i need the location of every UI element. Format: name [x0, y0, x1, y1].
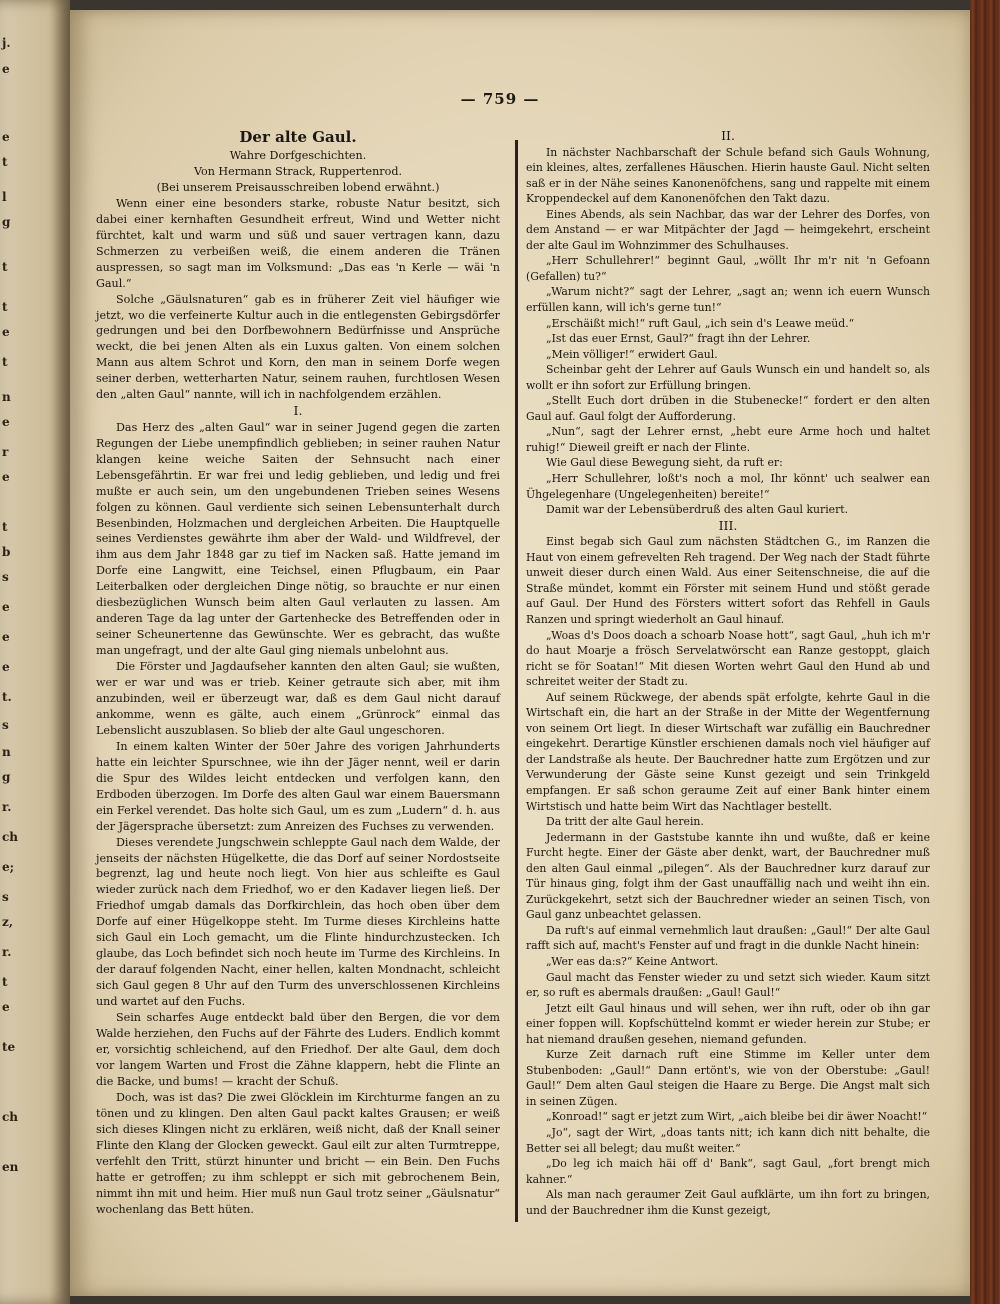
book-cover-edge [970, 0, 1000, 1304]
paragraph: Wie Gaul diese Bewegung sieht, da ruft er: [546, 456, 783, 470]
margin-fragment: t. [2, 690, 12, 704]
paragraph: Einst begab sich Gaul zum nächsten Städtchen G., im Ranzen die Haut von einem gefrevelten Reh tragend. Der Weg nach der Stadt führte unweit dieser durch einen Wald. Aus einer Seitenschneise, die auf die Straße mündet, kommt ein Förster mit seinem Hund und stößt gerade auf Gaul. Der Hund des Försters wittert sofort das Rehfell in Gauls Ranzen und springt wiederholt an Gaul hinauf. [526, 535, 930, 626]
margin-fragment: t [2, 155, 8, 169]
margin-fragment: g [2, 215, 11, 229]
margin-fragment: t [2, 975, 8, 989]
margin-fragment: ch [2, 830, 19, 844]
margin-fragment: en [2, 1160, 19, 1174]
margin-fragment: j. [2, 36, 11, 50]
paragraph: „Herr Schullehrer, loßt's noch a mol, Ihr könnt' uch sealwer ean Ühgelegenhare (Ungelegenheiten) bereite!“ [526, 472, 930, 501]
margin-fragment: n [2, 745, 11, 759]
paragraph: „Konroad!“ sagt er jetzt zum Wirt, „aich bleibe bei dir äwer Noacht!“ [546, 1110, 928, 1124]
margin-fragment: r. [2, 800, 12, 814]
paragraph: „Stellt Euch dort drüben in die Stubenecke!“ fordert er den alten Gaul auf. Gaul folgt der Aufforderung. [526, 394, 930, 423]
paragraph: In einem kalten Winter der 50er Jahre des vorigen Jahrhunderts hatte ein leichter Spurschnee, wie ihn der Jäger nennt, weil er darin die Spur des Wildes leicht entdecken und verfolgen kann, den Erdboden überzogen. Im Dorfe des alten Gaul war einem Bauersmann ein Ferkel verendet. Das holte sich Gaul, um es zum „Ludern“ d. h. aus der Jägersprache übersetzt: zum Anreizen des Fuchses zu verwenden. [96, 739, 500, 833]
paragraph: „Erschäißt mich!“ ruft Gaul, „ich sein d's Leawe meüd.“ [546, 316, 855, 330]
intro-paragraphs [96, 196, 500, 403]
paragraph: Dieses verendete Jungschwein schleppte Gaul nach dem Walde, der jenseits der nächsten Hügelkette, die das Dorf auf seiner Nordostseite begrenzt, lag und heute noch liegt. Von hier aus schleifte es Gaul wieder zurück nach dem Friedhof, wo er den Kadaver liegen ließ. Der Friedhof umgab damals das Dorfkirchlein, das hoch oben über dem Dorfe auf einer Hügelkoppe steht. Im Turme dieses Kirchleins hatte sich Gaul ein Loch gemacht, um die Flinte hindurchzustecken. Ich glaube, das Loch befindet sich noch heute im Turme des Kirchleins. In der darauf folgenden Nacht, einer hellen, kalten Mondnacht, schleicht sich Gaul gegen 8 Uhr auf den Turm des unverschlossenen Kirchleins und wartet auf den Fuchs. [96, 835, 500, 1009]
article-subtitle: Wahre Dorfgeschichten. [229, 149, 367, 162]
margin-fragment: t [2, 520, 8, 534]
paragraph: „Mein völliger!“ erwidert Gaul. [546, 347, 718, 361]
margin-fragment: te [2, 1040, 16, 1054]
paragraph: Doch, was ist das? Die zwei Glöcklein im Kirchturme fangen an zu tönen und zu klingen. Den alten Gaul packt kaltes Grausen; er weiß sich dieses Klingen nicht zu erklären, weiß nicht, daß der Knall seiner Flinte den Klang der Glocken geweckt. Gaul eilt zur alten Turmtreppe, verfehlt den Tritt, stürzt hinunter und bricht — ein Bein. Den Fuchs hatte er getroffen; zu ihm schleppt er sich mit gebrochenem Bein, nimmt ihn mit und heim. Hier muß nun Gaul trotz seiner „Gäulsnatur“ wochenlang das Bett hüten. [96, 1090, 500, 1216]
paragraph: Die Förster und Jagdaufseher kannten den alten Gaul; sie wußten, wer er war und was er trieb. Keiner getraute sich aber, mit ihm anzubinden, weil er überzeugt war, daß es dem Gaul nicht darauf ankomme, wenn es gälte, auch einem „Grünrock“ einmal das Lebenslicht auszublasen. So blieb der alte Gaul ungeschoren. [96, 660, 500, 737]
paragraph: Kurze Zeit darnach ruft eine Stimme im Keller unter dem Stubenboden: „Gaul!“ Dann ertönt's, wie von der Oberstube: „Gaul! Gaul!“ Dem alten Gaul steigen die Haare zu Berge. Die Angst malt sich in seinen Zügen. [526, 1048, 930, 1108]
margin-fragment: n [2, 390, 11, 404]
paragraph: Wenn einer eine besonders starke, robuste Natur besitzt, sich dabei einer kernhaften Gesundheit erfreut, Wind und Wetter nicht fürchtet, kalt und warm und süß und sauer vertragen kann, dazu Schmerzen zu verbeißen weiß, die einem anderen die Tränen auspressen, so sagt man im Volksmund: „Das eas 'n Kerle — wäi 'n Gaul.“ [96, 196, 500, 290]
margin-fragment: t [2, 355, 8, 369]
paragraph: In nächster Nachbarschaft der Schule befand sich Gauls Wohnung, ein kleines, altes, zerfallenes Häuschen. Hierin hauste Gaul. Nicht selten saß er in der Nähe seines Kanonenöfchens, sang und rappelte mit einem Kroppendeckel auf dem Kanonenöfchen den Takt dazu. [526, 145, 930, 206]
paragraph: „Woas d's Doos doach a schoarb Noase hott“, sagt Gaul, „huh ich m'r do haut Moarje a frösch Servelatwörscht ean Ranze gestoppt, glaich richt se för Soatan!“ Mit diesen Worten wehrt Gaul den Hund ab und schreitet weiter der Stadt zu. [526, 628, 930, 689]
margin-fragment: g [2, 770, 11, 784]
margin-fragment: e [2, 660, 10, 674]
article-title: Der alte Gaul. [239, 128, 357, 146]
left-column [96, 128, 500, 1217]
paragraph: „Wer eas da:s?“ Keine Antwort. [546, 954, 719, 968]
paragraph: „Jo“, sagt der Wirt, „doas tants nitt; ich kann dich nitt behalte, die Better sei all belegt; dau mußt weiter.“ [526, 1126, 930, 1155]
section-heading-2: II. [721, 128, 735, 143]
paragraph: „Do leg ich maich häi off d' Bank“, sagt Gaul, „fort brengt mich kahner.“ [526, 1157, 930, 1186]
margin-fragment: e [2, 130, 10, 144]
paragraph: „Herr Schullehrer!“ beginnt Gaul, „wöllt Ihr m'r nit 'n Gefoann (Gefallen) tu?“ [526, 254, 930, 283]
section-2-paragraphs [526, 145, 930, 518]
paragraph: „Warum nicht?“ sagt der Lehrer, „sagt an; wenn ich euern Wunsch erfüllen kann, will ich's gerne tun!“ [526, 285, 930, 315]
paragraph: „Nun“, sagt der Lehrer ernst, „hebt eure Arme hoch und haltet ruhig!“ Dieweil greift er nach der Flinte. [526, 425, 930, 454]
paragraph: Damit war der Lebensüberdruß des alten Gaul kuriert. [546, 503, 849, 517]
margin-fragment: t [2, 260, 8, 274]
paragraph: Sein scharfes Auge entdeckt bald über den Bergen, die vor dem Walde herziehen, den Fuchs auf der Fährte des Luders. Endlich kommt er, vorsichtig schleichend, auf den Friedhof. Der alte Gaul, dem doch vor langem Warten und Frost die Zähne klappern, hebt die Flinte an die Backe, und bums! — kracht der Schuß. [96, 1011, 500, 1088]
article-note: (Bei unserem Preisausschreiben lobend erwähnt.) [156, 180, 440, 194]
margin-fragment: e [2, 62, 10, 76]
paragraph: Da ruft's auf einmal vernehmlich laut draußen: „Gaul!“ Der alte Gaul rafft sich auf, macht's Fenster auf und fragt in die dunkle Nacht hinein: [526, 923, 930, 953]
margin-fragment: e [2, 470, 10, 484]
margin-fragment: r. [2, 945, 12, 959]
margin-fragment: e [2, 600, 10, 614]
paragraph: Eines Abends, als sein Nachbar, das war der Lehrer des Dorfes, von dem Anstand — er war Mitpächter der Jagd — heimgekehrt, erscheint der alte Gaul im Wohnzimmer des Schulhauses. [526, 207, 930, 252]
paragraph: Solche „Gäulsnaturen“ gab es in früherer Zeit viel häufiger wie jetzt, wo die verfeinerte Kultur auch in die entlegensten Gebirgsdörfer gedrungen und bei den Dorfbewohnern Bedürfnisse und Ansprüche weckt, die bei jenen Alten als ein Luxus galten. Von einem solchen Mann aus altem Schrot und Korn, den man in seinem Dorfe wegen seiner derben, wetterharten Natur, seinem rauhen, furchtlosen Wesen den „alten Gaul“ nannte, will ich in nachfolgendem erzählen. [96, 292, 500, 402]
margin-fragment: s [2, 570, 9, 584]
margin-fragment: s [2, 890, 9, 904]
paragraph: Da tritt der alte Gaul herein. [546, 815, 704, 829]
paragraph: Das Herz des „alten Gaul“ war in seiner Jugend gegen die zarten Regungen der Liebe unempfindlich geblieben; in seiner rauhen Natur klangen keine weiche Saiten der Sehnsucht nach einer Lebensgefährtin. Er war frei und ledig geblieben, und ledig und frei mußte er auch sein, um den ungebundenen Trieben seines Wesens folgen zu können. Gaul verdiente sich seinen Lebensunterhalt durch Besenbinden, Holzmachen und dergleichen Arbeiten. Die Hauptquelle seines Verdienstes gewährte ihm aber der Wald- und Wildfrevel, der ihm aus dem Jahr 1848 gar zu tief im Nacken saß. Hatte jemand im Dorfe eine Langwitt, eine Teichsel, einen Pflugbaum, ein Paar Leiterbalken oder dergleichen Dinge nötig, so brauchte er nur einen diesbezüglichen Wunsch beim alten Gaul verlauten zu lassen. Am anderen Tage da lag unter der Gartenhecke des Betreffenden oder in seiner Scheunertenne das Gewünschte. Wer es gebracht, das wußte man ungefragt, und der alte Gaul ging niemals unbelohnt aus. [96, 420, 500, 658]
paragraph: Jedermann in der Gaststube kannte ihn und wußte, daß er keine Furcht hegte. Einer der Gäste aber denkt, wart, der Bauchredner muß den alten Gaul einmal „pilegen“. Als der Bauchredner kurz darauf zur Tür hinaus ging, folgt ihm der Gast unauffällig nach und weiht ihn ein. Zurückgekehrt, setzt sich der Bauchredner wieder an seinen Tisch, von Gaul ganz unbeachtet gelassen. [526, 830, 930, 922]
margin-fragment: e [2, 630, 10, 644]
margin-fragment: z, [2, 915, 13, 929]
paragraph: Scheinbar geht der Lehrer auf Gauls Wunsch ein und handelt so, als wollt er ihn sofort zur Erfüllung bringen. [526, 363, 930, 392]
paragraph: Gaul macht das Fenster wieder zu und setzt sich wieder. Kaum sitzt er, so ruft es abermals draußen: „Gaul! Gaul!“ [526, 970, 930, 1000]
section-1-paragraphs [96, 420, 500, 1218]
column-divider [515, 140, 518, 1222]
section-3-paragraphs [526, 534, 930, 1218]
paragraph: „Ist das euer Ernst, Gaul?“ fragt ihn der Lehrer. [546, 332, 811, 346]
margin-fragment: t [2, 300, 8, 314]
paragraph: Als man nach geraumer Zeit Gaul aufklärte, um ihn fort zu bringen, und der Bauchredner ihm die Kunst gezeigt, [526, 1188, 930, 1217]
margin-fragment: r [2, 445, 9, 459]
margin-fragment: e; [2, 860, 15, 874]
margin-fragment: ch [2, 1110, 19, 1124]
margin-fragment: s [2, 718, 9, 732]
page-number: — 759 — [460, 90, 540, 108]
paragraph: Auf seinem Rückwege, der abends spät erfolgte, kehrte Gaul in die Wirtschaft ein, die hart an der Straße in der Mitte der Wegentfernung von seinem Ort liegt. In dieser Wirtschaft war zufällig ein Bauchredner eingekehrt. Derartige Künstler erschienen damals noch viel häufiger auf der Landstraße als heute. Der Bauchredner hatte zum Ergötzen und zur Verwunderung der Gäste seine Kunst gezeigt und sein Trinkgeld empfangen. Er saß schon geraume Zeit auf einer Bank hinter einem Wirtstisch und hatte beim Wirt das Nachtlager bestellt. [526, 690, 930, 813]
margin-fragment: e [2, 325, 10, 339]
margin-fragment: b [2, 545, 11, 559]
margin-fragment: l [2, 190, 7, 204]
right-column [526, 128, 930, 1218]
section-heading-3: III. [718, 517, 738, 533]
margin-fragment: e [2, 415, 10, 429]
margin-fragment: e [2, 1000, 10, 1014]
paragraph: Jetzt eilt Gaul hinaus und will sehen, wer ihn ruft, oder ob ihn gar einer foppen will. Kopfschüttelnd kommt er wieder herein zur Stube; er hat niemand draußen gesehen, niemand gefunden. [526, 1001, 930, 1046]
previous-page-edge [0, 0, 70, 1304]
article-author: Von Hermann Strack, Ruppertenrod. [193, 164, 403, 178]
section-heading-1: I. [293, 403, 303, 419]
